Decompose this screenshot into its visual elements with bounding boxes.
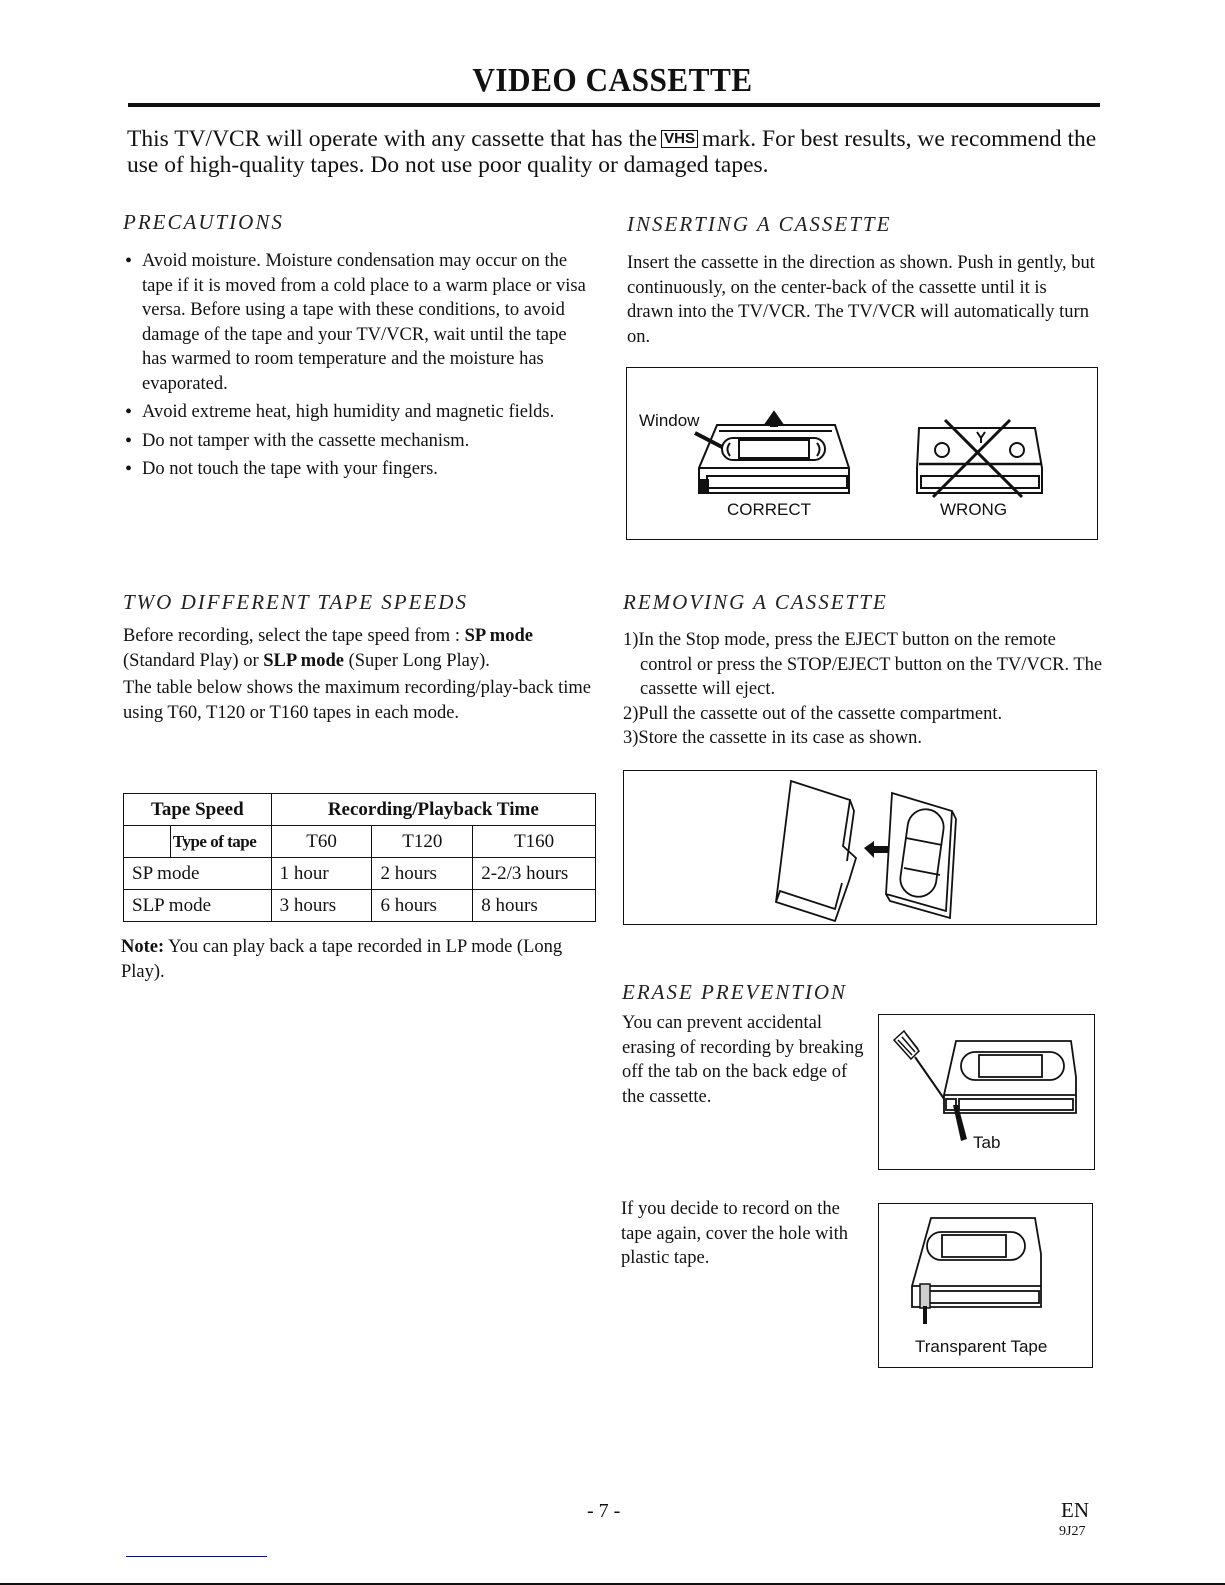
tape-speed-table [123, 793, 596, 922]
transparent-tape-figure [878, 1203, 1093, 1368]
precautions-list [123, 249, 593, 482]
table-row [124, 890, 596, 922]
erase-heading: ERASE PREVENTION [622, 980, 848, 1004]
inserting-body: Insert the cassette in the direction as shown. Push in gently, but continuously, on the center-back of the cassette until it is drawn into the TV/VCR. The TV/VCR will automatically turn on. [627, 253, 1095, 347]
speeds-text: Before recording, select the tape speed from : [123, 626, 465, 646]
removing-heading: REMOVING A CASSETTE [623, 590, 888, 614]
tape-type-cell: T120 [372, 826, 473, 858]
time-cell: 8 hours [473, 890, 596, 922]
cassette-case-icon [776, 781, 856, 921]
precaution-item: • Do not tamper with the cassette mechanism. [123, 429, 593, 454]
erase-paragraph-1: You can prevent accidental erasing of recording by breaking off the tab on the back edge of the cassette. [622, 1013, 864, 1107]
tab-figure [878, 1014, 1095, 1170]
mode-cell: SLP mode [124, 890, 272, 922]
speeds-text: (Super Long Play). [343, 650, 490, 671]
arrow-left-icon [864, 841, 888, 858]
inserting-figure [626, 367, 1098, 540]
window-label: Window [639, 411, 700, 430]
cassette-icon [912, 1218, 1041, 1307]
removing-step: 2)Pull the cassette out of the cassette compartment. [623, 703, 1003, 724]
screwdriver-icon [894, 1031, 947, 1103]
correct-label: CORRECT [727, 500, 812, 519]
speeds-text: (Standard Play) or [123, 650, 264, 671]
cassette-case-illustration [624, 771, 1096, 924]
table-header-row [124, 794, 596, 826]
note-label: Note: [121, 937, 165, 957]
empty-cell [124, 826, 171, 858]
wrong-cassette-icon [917, 420, 1042, 497]
removing-steps [623, 628, 1103, 751]
col-head-tape-speed: Tape Speed [124, 794, 272, 826]
note-text: You can play back a tape recorded in LP mode (Long Play). [121, 937, 563, 982]
time-cell: 6 hours [372, 890, 473, 922]
footer-link-underline [126, 1556, 267, 1557]
cassette-insert-illustration [627, 368, 1097, 539]
title-rule [128, 103, 1100, 107]
speeds-heading: TWO DIFFERENT TAPE SPEEDS [123, 590, 468, 614]
intro-text-end: mark. For best results, we recommend the use of high-quality tapes. Do not use poor quality or damaged tapes. [127, 126, 1097, 178]
intro-text-start: This TV/VCR will operate with any cassette that has the [127, 126, 658, 152]
speeds-note [121, 935, 599, 984]
removing-steps-section [623, 628, 1103, 751]
vhs-logo-icon: VHS [661, 130, 698, 148]
tape-type-cell: T160 [473, 826, 596, 858]
precaution-item: • Avoid extreme heat, high humidity and magnetic fields. [123, 400, 593, 425]
precaution-item: • Do not touch the tape with your fingers. [123, 457, 593, 482]
precaution-item: • Avoid moisture. Moisture condensation may occur on the tape if it is moved from a cold place to a warm place or visa versa. Before using a tape with these conditions, to avoid damage of the tape and your TV/VCR, wait until the tape has warmed to room temperature and the moisture has evaporated. [123, 249, 593, 396]
precautions-heading: PRECAUTIONS [123, 210, 284, 234]
tab-label: Tab [973, 1133, 1001, 1152]
page-number: - 7 - [587, 1500, 621, 1522]
transparent-tape-label: Transparent Tape [915, 1337, 1048, 1356]
table-tape-type-row [124, 826, 596, 858]
correct-cassette-icon [699, 412, 849, 493]
document-code: 9J27 [1059, 1524, 1086, 1539]
page-title: VIDEO CASSETTE [472, 62, 753, 99]
time-cell: 2-2/3 hours [473, 858, 596, 890]
table-row [124, 858, 596, 890]
time-cell: 2 hours [372, 858, 473, 890]
speeds-intro [123, 624, 601, 725]
cassette-icon [944, 1041, 1076, 1113]
tape-type-cell: T60 [271, 826, 372, 858]
cassette-icon [886, 793, 956, 918]
time-cell: 1 hour [271, 858, 372, 890]
type-of-tape-label: Type of tape [170, 826, 271, 858]
speeds-paragraph-1 [123, 624, 601, 673]
transparent-tape-patch [920, 1284, 930, 1308]
removing-step: 3)Store the cassette in its case as shown. [623, 728, 923, 748]
mode-cell: SP mode [124, 858, 272, 890]
intro-paragraph [127, 126, 1107, 178]
slp-mode-term: SLP mode [263, 650, 344, 671]
precautions-section [123, 249, 593, 486]
language-code: EN [1061, 1498, 1089, 1522]
time-cell: 3 hours [271, 890, 372, 922]
removing-figure [623, 770, 1097, 925]
removing-step: 1)In the Stop mode, press the EJECT button on the remote control or press the STOP/EJECT button on the TV/VCR. The cassette will eject. [623, 630, 1103, 699]
col-head-recording-time: Recording/Playback Time [271, 794, 595, 826]
inserting-heading: INSERTING A CASSETTE [627, 212, 892, 236]
tape-pointer-icon [923, 1306, 927, 1324]
speeds-paragraph-2: The table below shows the maximum recording/play-back time using T60, T120 or T160 tapes in each mode. [123, 678, 592, 723]
erase-paragraph-2: If you decide to record on the tape again, cover the hole with plastic tape. [621, 1199, 849, 1268]
wrong-label: WRONG [940, 500, 1008, 519]
sp-mode-term: SP mode [464, 626, 533, 646]
